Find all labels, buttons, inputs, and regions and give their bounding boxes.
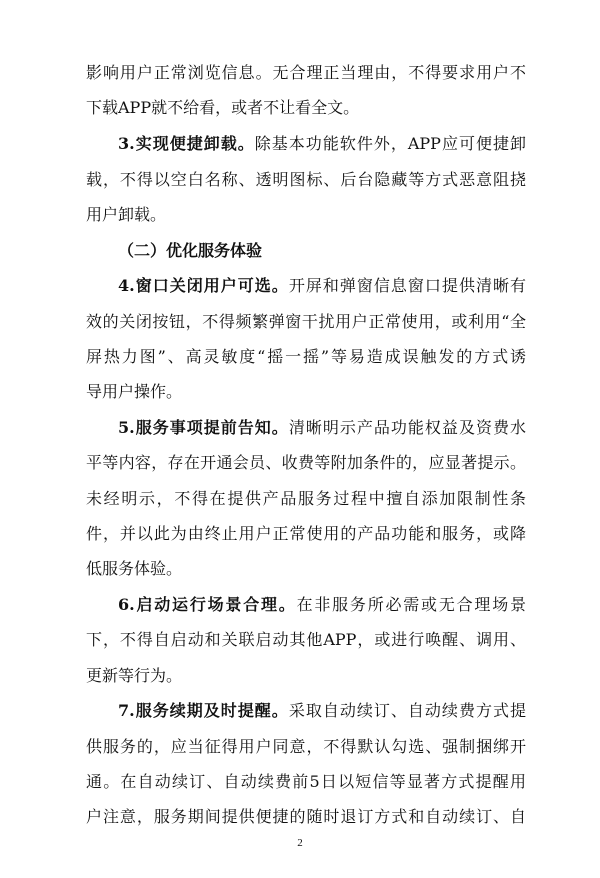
item-heading: 6.启动运行场景合理。 <box>118 595 297 614</box>
item-heading: 5.服务事项提前告知。 <box>118 418 289 437</box>
line-text: 清晰明示产品功能权益及资费水 <box>288 418 526 437</box>
item-heading: 3.实现便捷卸载。 <box>118 134 255 153</box>
item-line <box>118 275 526 297</box>
body-line <box>86 629 526 651</box>
body-line <box>86 311 526 333</box>
line-text: 户注意，服务期间提供便捷的随时退订方式和自动续订、自 <box>86 807 526 826</box>
line-text: 在非服务所必需或无合理场景 <box>296 595 526 614</box>
line-text: 采取自动续订、自动续费方式提 <box>288 701 526 720</box>
body-line <box>86 169 526 191</box>
body-line <box>86 62 526 84</box>
line-text: 开屏和弹窗信息窗口提供清晰有 <box>288 276 526 295</box>
item-heading: 4.窗口关闭用户可选。 <box>118 276 289 295</box>
body-line <box>86 523 526 545</box>
item-line <box>118 594 526 616</box>
item-line <box>118 417 526 439</box>
body-line <box>86 346 526 368</box>
line-text: 效的关闭按钮，不得频繁弹窗干扰用户正常使用，或利用“全 <box>86 312 526 331</box>
line-text: 下载APP就不给看，或者不让看全文。 <box>86 98 360 117</box>
line-text: 供服务的，应当征得用户同意，不得默认勾选、强制捆绑开 <box>86 737 526 756</box>
body-line <box>86 736 526 758</box>
body-line <box>86 204 526 226</box>
item-line <box>118 700 526 722</box>
line-text: 影响用户正常浏览信息。无合理正当理由，不得要求用户不 <box>86 63 526 82</box>
line-text: 更新等行为。 <box>86 666 183 685</box>
body-line <box>86 381 526 403</box>
body-line <box>86 488 526 510</box>
body-line <box>86 665 526 687</box>
page-number: 2 <box>297 837 303 849</box>
item-heading: 7.服务续期及时提醒。 <box>118 701 289 720</box>
body-line <box>86 806 526 828</box>
line-text: 载，不得以空白名称、透明图标、后台隐藏等方式恶意阻挠 <box>86 170 526 189</box>
body-line <box>86 97 526 119</box>
section-heading-text: （二）优化服务体验 <box>118 241 263 260</box>
line-text: 未经明示，不得在提供产品服务过程中擅自添加限制性条 <box>86 489 526 508</box>
line-text: 下，不得自启动和关联启动其他APP，或进行唤醒、调用、 <box>86 630 526 649</box>
body-line <box>86 452 526 474</box>
line-text: 导用户操作。 <box>86 382 183 401</box>
line-text: 除基本功能软件外，APP应可便捷卸 <box>254 134 526 153</box>
line-text: 通。在自动续订、自动续费前5日以短信等显著方式提醒用 <box>86 772 526 791</box>
body-line <box>86 771 526 793</box>
line-text: 屏热力图”、高灵敏度“摇一摇”等易造成误触发的方式诱 <box>86 347 526 366</box>
item-line <box>118 133 526 155</box>
line-text: 用户卸载。 <box>86 205 167 224</box>
line-text: 低服务体验。 <box>86 559 183 578</box>
section-heading <box>118 240 526 262</box>
body-line <box>86 558 526 580</box>
line-text: 平等内容，存在开通会员、收费等附加条件的，应显著提示。 <box>86 453 526 472</box>
line-text: 件，并以此为由终止用户正常使用的产品功能和服务，或降 <box>86 524 526 543</box>
